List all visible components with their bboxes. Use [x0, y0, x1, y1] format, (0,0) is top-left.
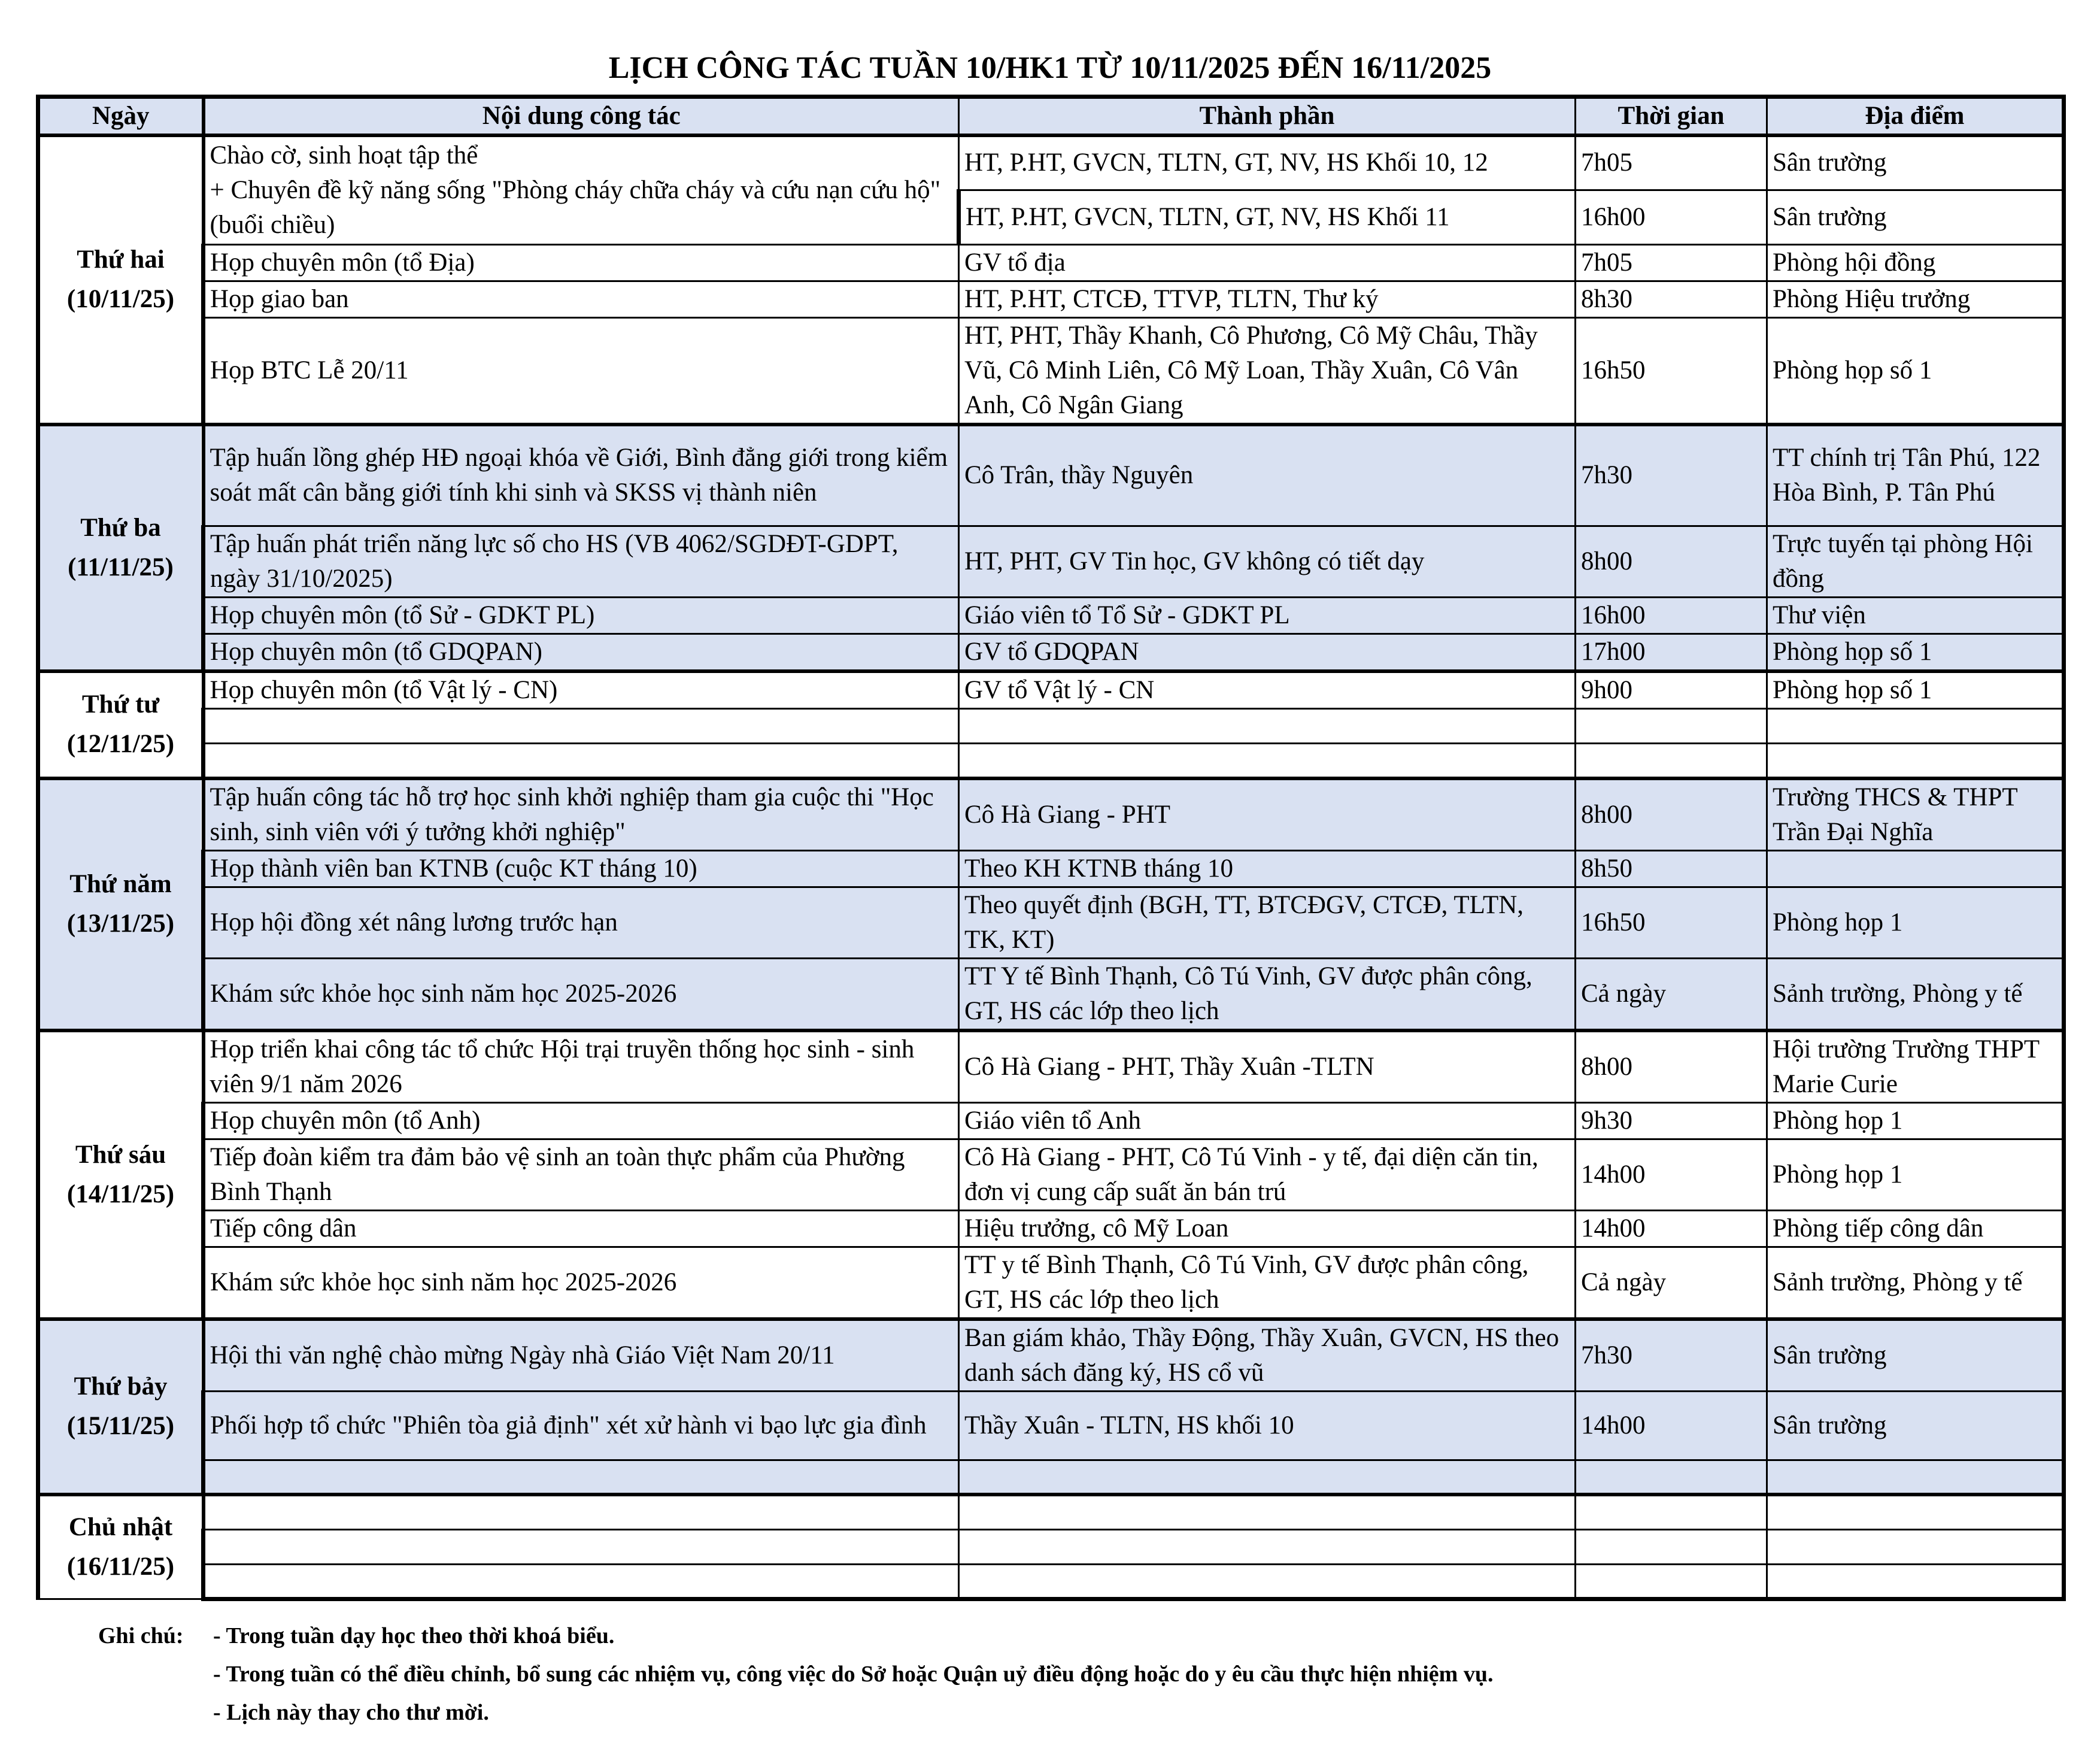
content-cell: Tiếp đoàn kiểm tra đảm bảo vệ sinh an toàn thực phẩm của Phường Bình Thạnh [204, 1139, 959, 1210]
content-cell: Khám sức khỏe học sinh năm học 2025-2026 [204, 1247, 959, 1319]
location-cell [1767, 1564, 2064, 1599]
location-cell: Thư viện [1767, 598, 2064, 634]
schedule-table [36, 95, 2066, 1601]
content-cell: Họp triển khai công tác tổ chức Hội trại truyền thống học sinh - sinh viên 9/1 năm 2026 [204, 1030, 959, 1103]
content-cell [204, 1564, 959, 1599]
content-cell: Tiếp công dân [204, 1210, 959, 1247]
schedule-row [38, 1460, 2064, 1495]
schedule-row [38, 1210, 2064, 1247]
time-cell: 8h50 [1576, 850, 1767, 887]
day-date: (14/11/25) [66, 1180, 175, 1208]
time-cell: 16h50 [1576, 317, 1767, 425]
participants-cell: HT, P.HT, GVCN, TLTN, GT, NV, HS Khối 10, 12 [959, 135, 1576, 190]
location-cell: Phòng họp số 1 [1767, 317, 2064, 425]
day-group [38, 135, 2064, 425]
content-cell: Họp thành viên ban KTNB (cuộc KT tháng 10) [204, 850, 959, 887]
header-content: Nội dung công tác [204, 97, 959, 136]
time-cell: 16h00 [1576, 598, 1767, 634]
day-date: (13/11/25) [66, 910, 175, 938]
content-cell: Tập huấn lồng ghép HĐ ngoại khóa về Giới, Bình đẳng giới trong kiểm soát mất cân bằng giới tính khi sinh và SKSS vị thành niên [204, 425, 959, 526]
schedule-row [38, 709, 2064, 744]
time-cell: 9h00 [1576, 671, 1767, 709]
day-name: Thứ ba [80, 513, 161, 542]
participants-cell: GV tổ Vật lý - CN [959, 671, 1576, 709]
schedule-row [38, 1495, 2064, 1529]
participants-cell: Theo quyết định (BGH, TT, BTCĐGV, CTCĐ, TLTN, TK, KT) [959, 887, 1576, 958]
location-cell: Phòng họp 1 [1767, 1102, 2064, 1139]
content-cell: Họp chuyên môn (tổ Sử - GDKT PL) [204, 598, 959, 634]
time-cell: 14h00 [1576, 1210, 1767, 1247]
day-cell [38, 778, 204, 1030]
content-cell [204, 744, 959, 778]
content-cell: Phối hợp tổ chức "Phiên tòa giả định" xét xử hành vi bạo lực gia đình [204, 1391, 959, 1460]
content-cell: Tập huấn công tác hỗ trợ học sinh khởi nghiệp tham gia cuộc thi "Học sinh, sinh viên với ý tưởng khởi nghiệp" [204, 778, 959, 851]
location-cell [1767, 850, 2064, 887]
content-cell [204, 1495, 959, 1529]
content-cell: Họp hội đồng xét nâng lương trước hạn [204, 887, 959, 958]
location-cell: Phòng tiếp công dân [1767, 1210, 2064, 1247]
schedule-row [38, 778, 2064, 851]
time-cell: 14h00 [1576, 1139, 1767, 1210]
day-cell [38, 1495, 204, 1599]
participants-cell: HT, P.HT, GVCN, TLTN, GT, NV, HS Khối 11 [959, 190, 1576, 244]
schedule-row [38, 850, 2064, 887]
day-date: (16/11/25) [66, 1552, 175, 1581]
header-row [38, 97, 2064, 136]
content-cell: Khám sức khỏe học sinh năm học 2025-2026 [204, 958, 959, 1030]
participants-cell: HT, P.HT, CTCĐ, TTVP, TLTN, Thư ký [959, 281, 1576, 317]
participants-cell [959, 1529, 1576, 1564]
header-time: Thời gian [1576, 97, 1767, 136]
time-cell: 7h30 [1576, 425, 1767, 526]
day-date: (11/11/25) [68, 553, 174, 581]
location-cell [1767, 709, 2064, 744]
time-cell: 16h00 [1576, 190, 1767, 244]
location-cell: Trường THCS & THPT Trần Đại Nghĩa [1767, 778, 2064, 851]
location-cell: Phòng Hiệu trưởng [1767, 281, 2064, 317]
location-cell: Phòng họp 1 [1767, 887, 2064, 958]
header-location: Địa điểm [1767, 97, 2064, 136]
participants-cell: Hiệu trưởng, cô Mỹ Loan [959, 1210, 1576, 1247]
time-cell: 8h00 [1576, 526, 1767, 598]
location-cell: Phòng họp số 1 [1767, 634, 2064, 672]
schedule-row [38, 1319, 2064, 1392]
day-cell [38, 1319, 204, 1495]
day-name: Thứ năm [69, 870, 172, 898]
participants-cell: HT, PHT, GV Tin học, GV không có tiết dạy [959, 526, 1576, 598]
time-cell [1576, 744, 1767, 778]
time-cell: 7h05 [1576, 244, 1767, 281]
content-cell: Họp BTC Lễ 20/11 [204, 317, 959, 425]
location-cell: Phòng họp số 1 [1767, 671, 2064, 709]
time-cell: 7h05 [1576, 135, 1767, 190]
day-cell [38, 425, 204, 672]
time-cell [1576, 1460, 1767, 1495]
day-group [38, 425, 2064, 672]
time-cell: Cả ngày [1576, 958, 1767, 1030]
day-date: (12/11/25) [66, 730, 175, 759]
location-cell: Hội trường Trường THPT Marie Curie [1767, 1030, 2064, 1103]
location-cell [1767, 1460, 2064, 1495]
participants-cell [959, 709, 1576, 744]
participants-cell: Ban giám khảo, Thầy Động, Thầy Xuân, GVCN, HS theo danh sách đăng ký, HS cổ vũ [959, 1319, 1576, 1392]
location-cell: Sảnh trường, Phòng y tế [1767, 1247, 2064, 1319]
day-group [38, 671, 2064, 778]
time-cell: 14h00 [1576, 1391, 1767, 1460]
day-group [38, 1030, 2064, 1319]
day-name: Thứ tư [81, 690, 160, 719]
notes-list [213, 1617, 1493, 1732]
participants-cell [959, 1564, 1576, 1599]
header-day: Ngày [38, 97, 204, 136]
schedule-row [38, 1139, 2064, 1210]
schedule-row [38, 887, 2064, 958]
day-name: Chủ nhật [68, 1513, 173, 1541]
content-cell: Họp chuyên môn (tổ GDQPAN) [204, 634, 959, 672]
participants-cell [959, 744, 1576, 778]
participants-cell: Cô Trân, thầy Nguyên [959, 425, 1576, 526]
time-cell: 16h50 [1576, 887, 1767, 958]
time-cell: 9h30 [1576, 1102, 1767, 1139]
schedule-row [38, 958, 2064, 1030]
time-cell [1576, 1564, 1767, 1599]
content-cell: Họp chuyên môn (tổ Vật lý - CN) [204, 671, 959, 709]
day-group [38, 1319, 2064, 1495]
schedule-row [38, 1247, 2064, 1319]
time-cell: 17h00 [1576, 634, 1767, 672]
content-cell [204, 1529, 959, 1564]
page-title: LỊCH CÔNG TÁC TUẦN 10/HK1 TỪ 10/11/2025 ĐẾN 16/11/2025 [608, 51, 1492, 85]
time-cell [1576, 1529, 1767, 1564]
location-cell: Sân trường [1767, 190, 2064, 244]
location-cell [1767, 1495, 2064, 1529]
location-cell: Phòng hội đồng [1767, 244, 2064, 281]
participants-cell: HT, PHT, Thầy Khanh, Cô Phương, Cô Mỹ Châu, Thầy Vũ, Cô Minh Liên, Cô Mỹ Loan, Thầy Xuân, Cô Vân Anh, Cô Ngân Giang [959, 317, 1576, 425]
participants-cell: Thầy Xuân - TLTN, HS khối 10 [959, 1391, 1576, 1460]
day-date: (15/11/25) [66, 1412, 175, 1441]
participants-cell: TT Y tế Bình Thạnh, Cô Tú Vinh, GV được phân công, GT, HS các lớp theo lịch [959, 958, 1576, 1030]
content-cell: Tập huấn phát triển năng lực số cho HS (VB 4062/SGDĐT-GDPT, ngày 31/10/2025) [204, 526, 959, 598]
content-cell: Họp chuyên môn (tổ Anh) [204, 1102, 959, 1139]
location-cell: Trực tuyến tại phòng Hội đồng [1767, 526, 2064, 598]
participants-cell: GV tổ GDQPAN [959, 634, 1576, 672]
participants-cell [959, 1460, 1576, 1495]
schedule-row [38, 1529, 2064, 1564]
content-cell: Hội thi văn nghệ chào mừng Ngày nhà Giáo Việt Nam 20/11 [204, 1319, 959, 1392]
schedule-row [38, 526, 2064, 598]
schedule-row [38, 671, 2064, 709]
day-group [38, 778, 2064, 1030]
content-cell: Họp giao ban [204, 281, 959, 317]
schedule-row [38, 744, 2064, 778]
participants-cell: GV tổ địa [959, 244, 1576, 281]
schedule-row [38, 634, 2064, 672]
content-cell: Chào cờ, sinh hoạt tập thể + Chuyên đề kỹ năng sống "Phòng cháy chữa cháy và cứu nạn cứu hộ" (buổi chiều) [204, 135, 959, 244]
time-cell: 7h30 [1576, 1319, 1767, 1392]
day-cell [38, 135, 204, 425]
schedule-row [38, 317, 2064, 425]
participants-cell: Cô Hà Giang - PHT, Cô Tú Vinh - y tế, đại diện căn tin, đơn vị cung cấp suất ăn bán trú [959, 1139, 1576, 1210]
time-cell [1576, 709, 1767, 744]
participants-cell: Theo KH KTNB tháng 10 [959, 850, 1576, 887]
note-item: - Trong tuần dạy học theo thời khoá biểu. [213, 1623, 615, 1648]
participants-cell: Cô Hà Giang - PHT [959, 778, 1576, 851]
day-group [38, 1495, 2064, 1599]
location-cell [1767, 744, 2064, 778]
schedule-row [38, 1102, 2064, 1139]
schedule-row [38, 244, 2064, 281]
schedule-row [38, 598, 2064, 634]
time-cell [1576, 1495, 1767, 1529]
day-name: Thứ hai [77, 245, 165, 274]
participants-cell: TT y tế Bình Thạnh, Cô Tú Vinh, GV được phân công, GT, HS các lớp theo lịch [959, 1247, 1576, 1319]
location-cell [1767, 1529, 2064, 1564]
time-cell: 8h00 [1576, 1030, 1767, 1103]
time-cell: 8h30 [1576, 281, 1767, 317]
location-cell: Sảnh trường, Phòng y tế [1767, 958, 2064, 1030]
header-participants: Thành phần [959, 97, 1576, 136]
notes-label: Ghi chú: [98, 1623, 184, 1648]
day-name: Thứ sáu [75, 1140, 166, 1169]
note-item: - Lịch này thay cho thư mời. [213, 1700, 489, 1725]
participants-cell: Cô Hà Giang - PHT, Thầy Xuân -TLTN [959, 1030, 1576, 1103]
location-cell: TT chính trị Tân Phú, 122 Hòa Bình, P. Tân Phú [1767, 425, 2064, 526]
schedule-row [38, 425, 2064, 526]
location-cell: Phòng họp 1 [1767, 1139, 2064, 1210]
day-cell [38, 671, 204, 778]
day-cell [38, 1030, 204, 1319]
schedule-row [38, 135, 2064, 190]
participants-cell [959, 1495, 1576, 1529]
participants-cell: Giáo viên tổ Anh [959, 1102, 1576, 1139]
location-cell: Sân trường [1767, 135, 2064, 190]
content-cell: Họp chuyên môn (tổ Địa) [204, 244, 959, 281]
time-cell: 8h00 [1576, 778, 1767, 851]
participants-cell: Giáo viên tổ Tổ Sử - GDKT PL [959, 598, 1576, 634]
day-date: (10/11/25) [66, 285, 175, 314]
content-cell [204, 1460, 959, 1495]
location-cell: Sân trường [1767, 1391, 2064, 1460]
schedule-row [38, 1564, 2064, 1599]
location-cell: Sân trường [1767, 1319, 2064, 1392]
note-item: - Trong tuần có thể điều chỉnh, bổ sung các nhiệm vụ, công việc do Sở hoặc Quận uỷ điều động hoặc do y êu cầu thực hiện nhiệm vụ. [213, 1662, 1494, 1687]
content-cell [204, 709, 959, 744]
schedule-row [38, 1391, 2064, 1460]
schedule-row [38, 1030, 2064, 1103]
time-cell: Cả ngày [1576, 1247, 1767, 1319]
day-name: Thứ bảy [74, 1372, 168, 1401]
schedule-row [38, 281, 2064, 317]
